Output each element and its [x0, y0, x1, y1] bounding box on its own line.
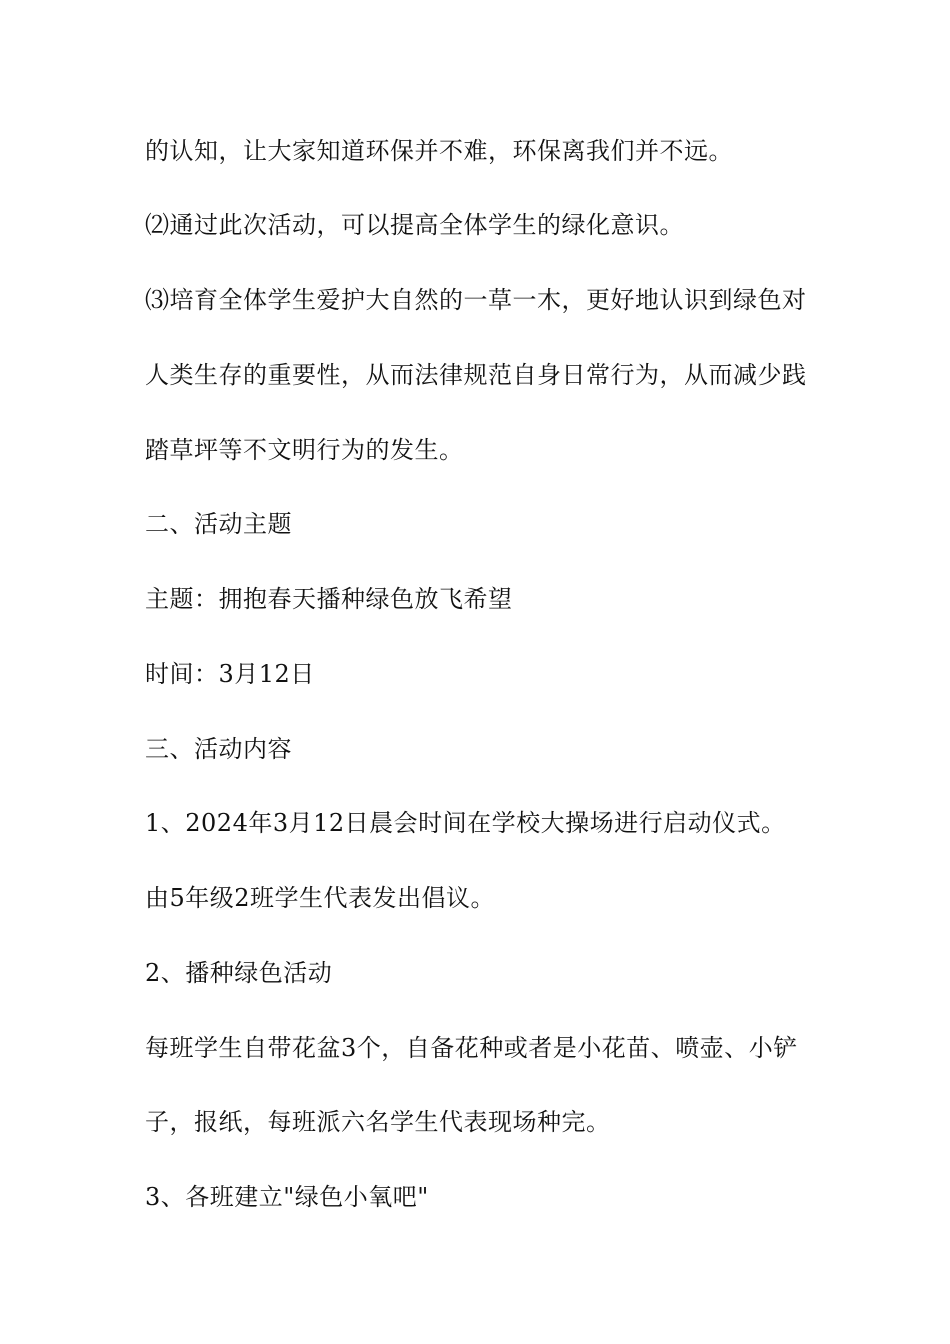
text-line: 时间：3月12日 — [145, 660, 315, 688]
text-line: 由5年级2班学生代表发出倡议。 — [145, 884, 496, 912]
text-line: 的认知，让大家知道环保并不难，环保离我们并不远。 — [145, 137, 733, 165]
text-line: 主题：拥抱春天播种绿色放飞希望 — [145, 585, 513, 613]
text-line: 1、2024年3月12日晨会时间在学校大操场进行启动仪式。 — [145, 809, 786, 837]
text-line: 每班学生自带花盆3个，自备花种或者是小花苗、喷壶、小铲 — [145, 1034, 798, 1062]
text-line: ⑵通过此次活动，可以提高全体学生的绿化意识。 — [145, 211, 684, 239]
section-heading: 三、活动内容 — [145, 735, 292, 763]
text-line: ⑶培育全体学生爱护大自然的一草一木，更好地认识到绿色对 — [145, 286, 807, 314]
text-line: 踏草坪等不文明行为的发生。 — [145, 436, 464, 464]
section-heading: 二、活动主题 — [145, 510, 292, 538]
text-line: 2、播种绿色活动 — [145, 959, 333, 987]
text-line: 人类生存的重要性，从而法律规范自身日常行为，从而减少践 — [145, 361, 807, 389]
text-line: 3、各班建立"绿色小氧吧" — [145, 1183, 429, 1211]
text-line: 子，报纸，每班派六名学生代表现场种完。 — [145, 1108, 611, 1136]
